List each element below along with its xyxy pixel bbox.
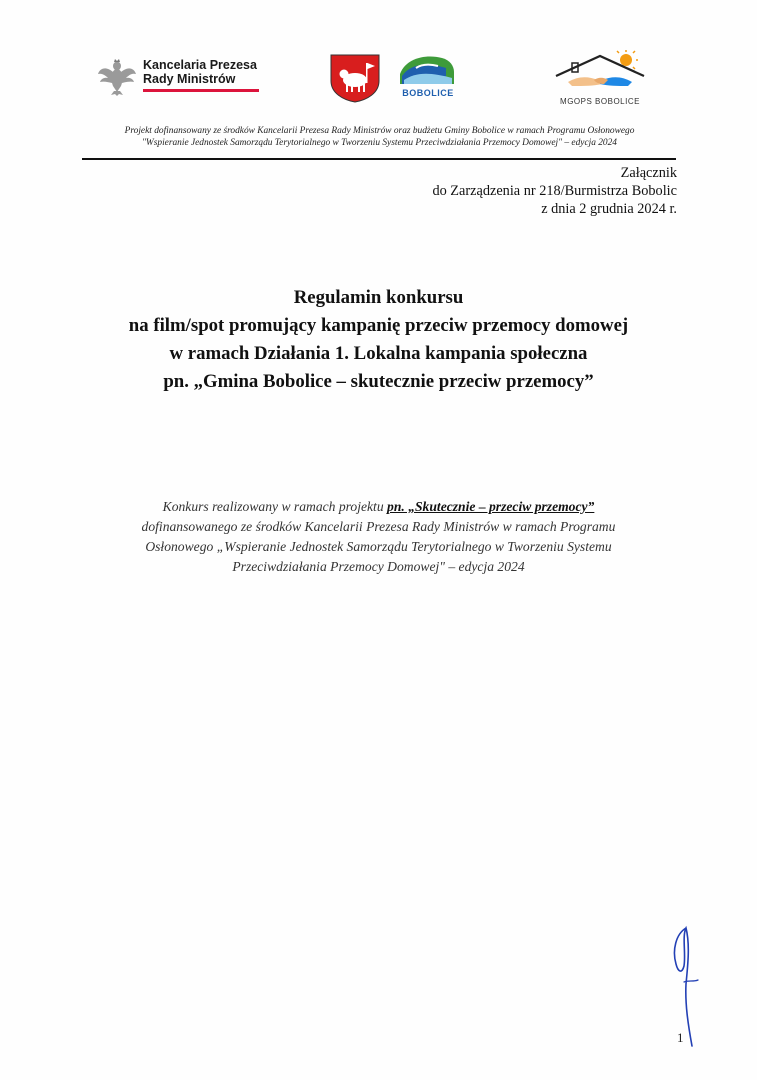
bobolice-logo — [396, 54, 458, 98]
attachment-date: z dnia 2 grudnia 2024 r. — [541, 201, 677, 217]
kprm-logo-text: Kancelaria Prezesa Rady Ministrów — [143, 58, 257, 86]
header-divider — [82, 158, 676, 160]
attachment-label: Załącznik — [620, 165, 677, 181]
attachment-regulation: do Zarządzenia nr 218/Burmistrza Bobolic — [432, 183, 677, 199]
mgops-logo — [550, 50, 650, 106]
mgops-logo-text: MGOPS BOBOLICE — [560, 97, 640, 106]
bobolice-logo-text: BOBOLICE — [402, 88, 454, 98]
bobolice-coat-of-arms-icon — [329, 53, 381, 103]
document-title: Regulamin konkursu na film/spot promujący kampanię przeciw przemocy domowej w ramach Działania 1. Lokalna kampania społeczna pn. „Gmina Bobolice – skutecznie przeciw przemocy” — [128, 287, 629, 392]
eagle-emblem-icon — [96, 56, 138, 96]
kprm-logo-bar — [143, 89, 259, 92]
handwritten-signature — [664, 924, 704, 1054]
attachment-reference — [432, 164, 677, 218]
page-number: 1 — [677, 1030, 684, 1045]
kprm-logo — [96, 56, 266, 96]
intro-paragraph: Konkurs realizowany w ramach projektu pn. „Skutecznie – przeciw przemocy” dofinansowanego ze środków Kancelarii Prezesa Rady Ministrów w ramach Programu Osłonowego „Wspieranie Jednostek Samorządu Terytorialnego w Tworzeniu Systemu Przeciwdziałania Przemocy Domowej" – edycja 2024 — [141, 499, 616, 574]
bobolice-landscape-icon — [396, 54, 458, 88]
house-handshake-sun-icon — [550, 50, 650, 96]
project-name: pn. „Skutecznie – przeciw przemocy” — [387, 499, 595, 514]
project-funding-note: Projekt dofinansowany ze środków Kancelarii Prezesa Rady Ministrów oraz budżetu Gminy Bobolice w ramach Programu Osłonowego "Wspieranie Jednostek Samorządu Terytorialnego w Tworzeniu Systemu Przeciwdziałania Przemocy Domowej" – edycja 2024 — [124, 126, 635, 148]
